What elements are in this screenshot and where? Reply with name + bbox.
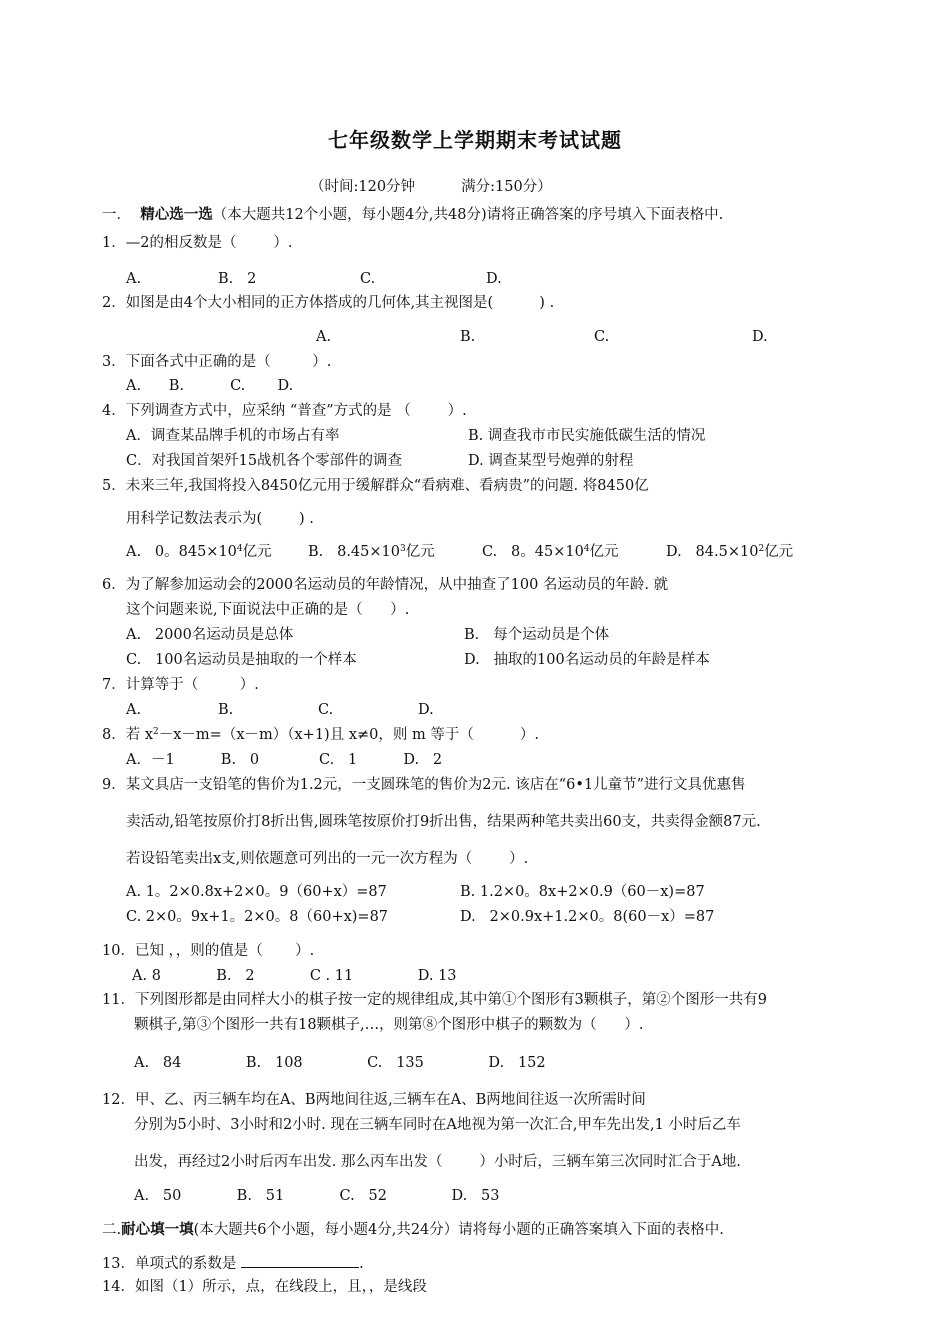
- q2-option-c: C.: [594, 329, 610, 345]
- q5-option-c: [482, 543, 619, 561]
- q5-line2: 用科学记数法表示为( ) .: [126, 511, 314, 527]
- q12-line3: 出发，再经过2小时后丙车出发. 那么丙车出发（ ）小时后，三辆车第三次同时汇合于A地.: [134, 1154, 741, 1170]
- q13-stem-end: .: [359, 1256, 364, 1272]
- q11-line2: 颗棋子,第③个图形一共有18颗棋子,…，则第⑧个图形中棋子的颗数为（ ）.: [134, 1017, 644, 1033]
- q5-option-a: [126, 543, 272, 561]
- q14-stem: 14．如图（1）所示，点，在线段上，且，，是线段: [102, 1279, 427, 1295]
- q7-option-d: D.: [418, 702, 434, 718]
- section1-desc: （本大题共12个小题，每小题4分,共48分)请将正确答案的序号填入下面表格中.: [212, 207, 724, 223]
- q9-option-c: C. 2×0。9x+1。2×0。8（60+x)=87: [126, 909, 389, 925]
- q10-options: A. 8 B. 2 C . 11 D. 13: [132, 968, 457, 984]
- q5-c-exp: 4: [583, 544, 590, 554]
- q2-option-b: B.: [460, 329, 476, 345]
- q6-line1: 6．为了解参加运动会的2000名运动员的年龄情况，从中抽查了100 名运动员的年龄. 就: [102, 577, 669, 593]
- q3-stem: 3．下面各式中正确的是（ ）.: [102, 354, 332, 370]
- q1-stem: 1．—2的相反数是（ ）.: [102, 235, 293, 251]
- q3-options: A. B. C. D.: [126, 378, 294, 394]
- q5-a-unit: 亿元: [242, 544, 272, 560]
- q7-option-b: B.: [218, 702, 234, 718]
- q8-stem: [102, 726, 539, 744]
- q7-option-a: A.: [126, 702, 142, 718]
- q4-stem: 4．下列调查方式中，应采纳 “普查”方式的是 （ ）.: [102, 403, 467, 419]
- q2-stem: 2．如图是由4个大小相同的正方体搭成的几何体,其主视图是( ) .: [102, 295, 555, 311]
- exam-title: 七年级数学上学期期末考试试题: [328, 128, 622, 152]
- q11-options: A. 84 B. 108 C. 135 D. 152: [134, 1055, 546, 1071]
- q13-stem-text: 13．单项式的系数是: [102, 1256, 237, 1272]
- q4-option-d: D. 调查某型号炮弹的射程: [468, 453, 634, 469]
- q1-option-d: D.: [486, 271, 502, 287]
- q9-line2: 卖活动,铅笔按原价打8折出售,圆珠笔按原价打9折出售，结果两种笔共卖出60支，共卖得金额87元.: [126, 814, 761, 830]
- q5-option-d: [666, 543, 793, 561]
- q8-stem-exp: 2: [153, 727, 159, 737]
- q5-b-exp: 3: [399, 544, 406, 554]
- section2-heading: [102, 1221, 724, 1239]
- q6-option-c: C. 100名运动员是抽取的一个样本: [126, 652, 357, 668]
- q8-options: A．－1 B. 0 C. 1 D. 2: [126, 752, 443, 768]
- q7-option-c: C.: [318, 702, 334, 718]
- section2-number: 二.: [102, 1222, 122, 1238]
- q13-stem: [102, 1253, 364, 1273]
- q6-option-b: B. 每个运动员是个体: [464, 627, 610, 643]
- q5-option-b: [308, 543, 435, 561]
- section1-heading: [102, 206, 723, 224]
- q9-line3: 若设铅笔卖出x支,则依题意可列出的一元一次方程为（ ）.: [126, 851, 529, 867]
- q5-d-unit: 亿元: [764, 544, 794, 560]
- q6-option-d: D. 抽取的100名运动员的年龄是样本: [464, 652, 710, 668]
- q5-c-text: C. 8。45×10: [482, 544, 584, 560]
- q6-option-a: A. 2000名运动员是总体: [126, 627, 294, 643]
- q7-stem: 7．计算等于（ ）.: [102, 677, 259, 693]
- section2-name: 耐心填一填: [121, 1221, 194, 1238]
- q1-option-a: A.: [126, 271, 142, 287]
- q4-option-c: C．对我国首架歼15战机各个零部件的调查: [126, 453, 403, 469]
- q10-stem: 10．已知 ，，则的值是（ ）.: [102, 943, 315, 959]
- q5-d-exp: 2: [758, 544, 765, 554]
- section1-name: 精心选一选: [140, 206, 213, 223]
- q5-b-text: B. 8.45×10: [308, 544, 400, 560]
- q12-options: A. 50 B. 51 C. 52 D. 53: [134, 1188, 500, 1204]
- q9-option-a: A. 1。2×0.8x+2×0。9（60+x）=87: [126, 884, 387, 900]
- q5-line1: 5．未来三年,我国将投入8450亿元用于缓解群众“看病难、看病贵”的问题. 将8450亿: [102, 478, 649, 494]
- q12-line2: 分别为5小时、3小时和2小时. 现在三辆车同时在A地视为第一次汇合,甲车先出发,1 小时后乙车: [134, 1117, 741, 1133]
- q5-a-text: A. 0。845×10: [126, 544, 237, 560]
- q5-b-unit: 亿元: [405, 544, 435, 560]
- q9-line1: 9．某文具店一支铅笔的售价为1.2元，一支圆珠笔的售价为2元. 该店在“6•1儿童节”进行文具优惠售: [102, 777, 746, 793]
- q11-line1: 11．下列图形都是由同样大小的棋子按一定的规律组成,其中第①个图形有3颗棋子，第②个图形一共有9: [102, 992, 768, 1008]
- q5-c-unit: 亿元: [589, 544, 619, 560]
- q5-d-text: D. 84.5×10: [666, 544, 759, 560]
- q4-option-b: B. 调查我市市民实施低碳生活的情况: [468, 428, 706, 444]
- q1-option-b: B. 2: [218, 271, 257, 287]
- q2-option-a: A.: [316, 329, 332, 345]
- q6-line2: 这个问题来说,下面说法中正确的是（ ）.: [126, 602, 410, 618]
- q5-a-exp: 4: [236, 544, 243, 554]
- exam-subtitle: （时间:120分钟 满分:150分）: [310, 179, 552, 195]
- q4-option-a: A．调查某品牌手机的市场占有率: [126, 428, 340, 444]
- q8-stem-post: －x－m=（x－m）（x+1)且 x≠0，则 m 等于（ ）.: [158, 727, 540, 743]
- q9-option-b: B. 1.2×0。8x+2×0.9（60－x)=87: [460, 884, 705, 900]
- q8-stem-pre: 8．若 x: [102, 727, 154, 743]
- section1-number: 一．: [102, 207, 131, 223]
- q13-answer-blank[interactable]: [241, 1253, 359, 1268]
- section2-desc: (本大题共6个小题，每小题4分,共24分）请将每小题的正确答案填入下面的表格中.: [193, 1222, 724, 1238]
- q9-option-d: D. 2×0.9x+1.2×0。8(60－x）=87: [460, 909, 715, 925]
- q2-option-d: D.: [752, 329, 768, 345]
- q1-option-c: C.: [360, 271, 376, 287]
- q12-line1: 12．甲、乙、丙三辆车均在A、B两地间往返,三辆车在A、B两地间往返一次所需时间: [102, 1092, 646, 1108]
